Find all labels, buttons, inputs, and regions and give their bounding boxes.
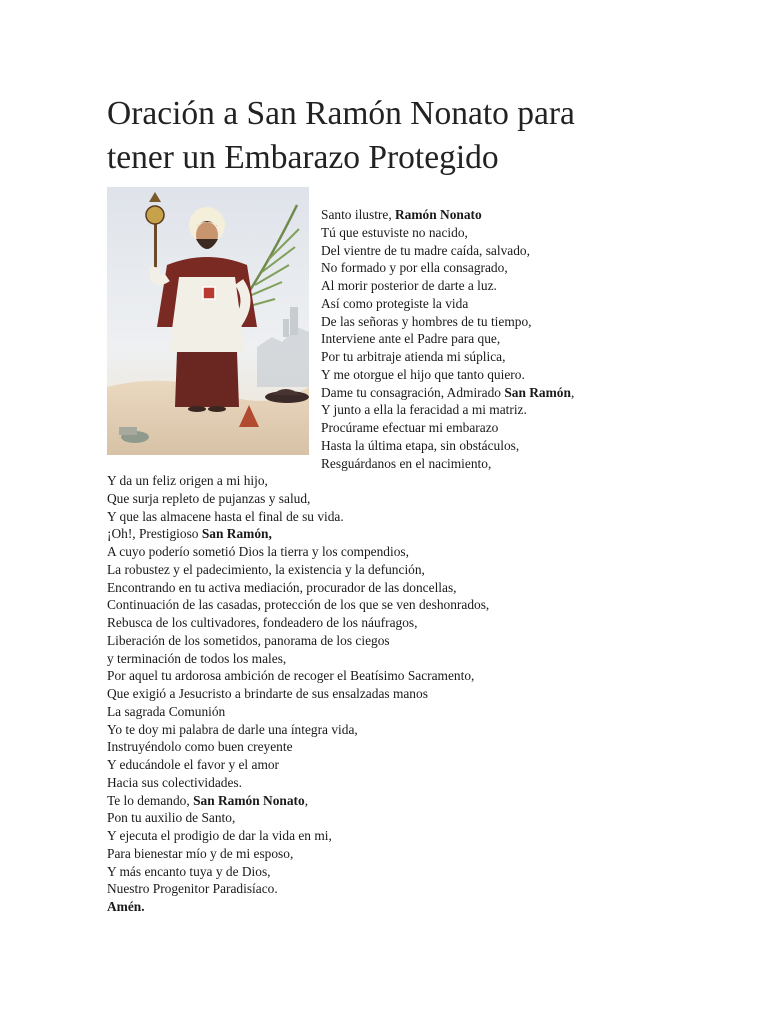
prayer-line: Y me otorgue el hijo que tanto quiero. — [321, 366, 525, 382]
prayer-line: Que surja repleto de pujanzas y salud, — [107, 490, 311, 506]
prayer-line: Para bienestar mío y de mi esposo, — [107, 845, 294, 861]
prayer-line: Y junto a ella la feracidad a mi matriz. — [321, 402, 527, 418]
prayer-line: Hacia sus colectividades. — [107, 774, 242, 790]
prayer-line: Y educándole el favor y el amor — [107, 757, 280, 772]
prayer-line: Santo ilustre, Ramón Nonato — [321, 207, 482, 222]
prayer-line: Resguárdanos en el nacimiento, — [321, 455, 492, 471]
prayer-line: De las señoras y hombres de tu tiempo, — [321, 313, 532, 329]
title-line-1: Oración a San Ramón Nonato para — [107, 95, 575, 132]
prayer-line: Tú que estuviste no nacido, — [321, 224, 468, 240]
saint-figure-icon — [107, 187, 309, 455]
title-line-2: tener un Embarazo Protegido — [107, 139, 499, 176]
page-title — [107, 92, 727, 180]
prayer-line: Hasta la última etapa, sin obstáculos, — [321, 437, 520, 453]
saint-illustration — [107, 187, 309, 455]
prayer-line: Rebusca de los cultivadores, fondeadero de los náufragos, — [107, 615, 418, 630]
prayer-line: Por aquel tu ardorosa ambición de recoger el Beatísimo Sacramento, — [107, 668, 475, 684]
prayer-line: No formado y por ella consagrado, — [321, 260, 508, 276]
prayer-line: Instruyéndolo como buen creyente — [107, 739, 293, 755]
prayer-line: Liberación de los sometidos, panorama de los ciegos — [107, 632, 390, 648]
prayer-line: Continuación de las casadas, protección de los que se ven deshonrados, — [107, 597, 490, 613]
prayer-line: Interviene ante el Padre para que, — [321, 331, 501, 347]
prayer-line: Dame tu consagración, Admirado San Ramón, — [321, 384, 575, 400]
prayer-line: Así como protegiste la vida — [321, 295, 469, 311]
prayer-line: y terminación de todos los males, — [107, 650, 287, 666]
prayer-line: Del vientre de tu madre caída, salvado, — [321, 242, 530, 258]
prayer-line: Yo te doy mi palabra de darle una íntegra vida, — [107, 721, 358, 737]
prayer-line: Encontrando en tu activa mediación, procurador de las doncellas, — [107, 579, 457, 595]
prayer-line: A cuyo poderío sometió Dios la tierra y los compendios, — [107, 544, 409, 559]
prayer-line: Y ejecuta el prodigio de dar la vida en mi, — [107, 828, 332, 843]
prayer-line: Al morir posterior de darte a luz. — [321, 278, 497, 293]
prayer-line: Procúrame efectuar mi embarazo — [321, 420, 499, 435]
prayer-line: Y que las almacene hasta el final de su vida. — [107, 508, 344, 524]
prayer-line: Y más encanto tuya y de Dios, — [107, 863, 271, 879]
prayer-line: Te lo demando, San Ramón Nonato, — [107, 792, 309, 808]
prayer-text-full-width — [107, 472, 489, 916]
prayer-line: La sagrada Comunión — [107, 703, 226, 719]
prayer-line: Y da un feliz origen a mi hijo, — [107, 473, 268, 488]
prayer-line-amen: Amén. — [107, 899, 145, 914]
prayer-text-beside-image — [321, 206, 574, 472]
prayer-line: Pon tu auxilio de Santo, — [107, 810, 236, 826]
prayer-line: ¡Oh!, Prestigioso San Ramón, — [107, 526, 272, 542]
prayer-line: Nuestro Progenitor Paradisíaco. — [107, 881, 278, 897]
prayer-line: La robustez y el padecimiento, la existencia y la defunción, — [107, 561, 425, 577]
prayer-line: Que exigió a Jesucristo a brindarte de sus ensalzadas manos — [107, 686, 428, 701]
prayer-line: Por tu arbitraje atienda mi súplica, — [321, 349, 506, 364]
